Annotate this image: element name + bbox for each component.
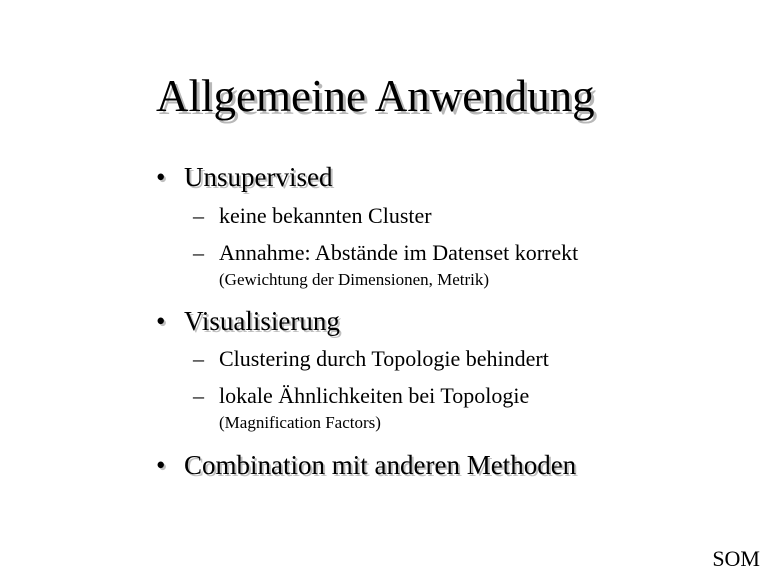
- bullet-label: Combination mit anderen Methoden: [184, 450, 577, 480]
- subitem-note-magnification: (Magnification Factors): [219, 413, 381, 432]
- subitem-text: lokale Ähnlichkeiten bei Topologie: [219, 383, 530, 408]
- bullet-dot: •: [156, 306, 166, 336]
- sub-dash: –: [193, 383, 204, 408]
- subitem-keine-bekannten-cluster: [193, 202, 432, 230]
- bullet-label: Unsupervised: [184, 162, 333, 192]
- bullet-dot: •: [156, 450, 166, 480]
- slide-title: Allgemeine Anwendung: [156, 71, 595, 121]
- subitem-clustering: [193, 345, 549, 373]
- sub-dash: –: [193, 240, 204, 265]
- bullet-label: Visualisierung: [184, 306, 340, 336]
- bullet-visualisierung: [156, 304, 340, 338]
- subitem-annahme: [193, 239, 578, 267]
- subitem-text: Annahme: Abstände im Datenset korrekt: [219, 240, 579, 265]
- sub-dash: –: [193, 203, 204, 228]
- bullet-dot: •: [156, 162, 166, 192]
- subitem-lokale-aehnlichkeiten: [193, 382, 529, 410]
- slide-footer: SOM: [712, 546, 760, 571]
- subitem-text: keine bekannten Cluster: [219, 203, 432, 228]
- subitem-note-gewichtung: (Gewichtung der Dimensionen, Metrik): [219, 270, 490, 289]
- bullet-combination: [156, 448, 576, 482]
- subitem-text: Clustering durch Topologie behindert: [219, 346, 549, 371]
- sub-dash: –: [193, 346, 204, 371]
- bullet-unsupervised: [156, 160, 332, 194]
